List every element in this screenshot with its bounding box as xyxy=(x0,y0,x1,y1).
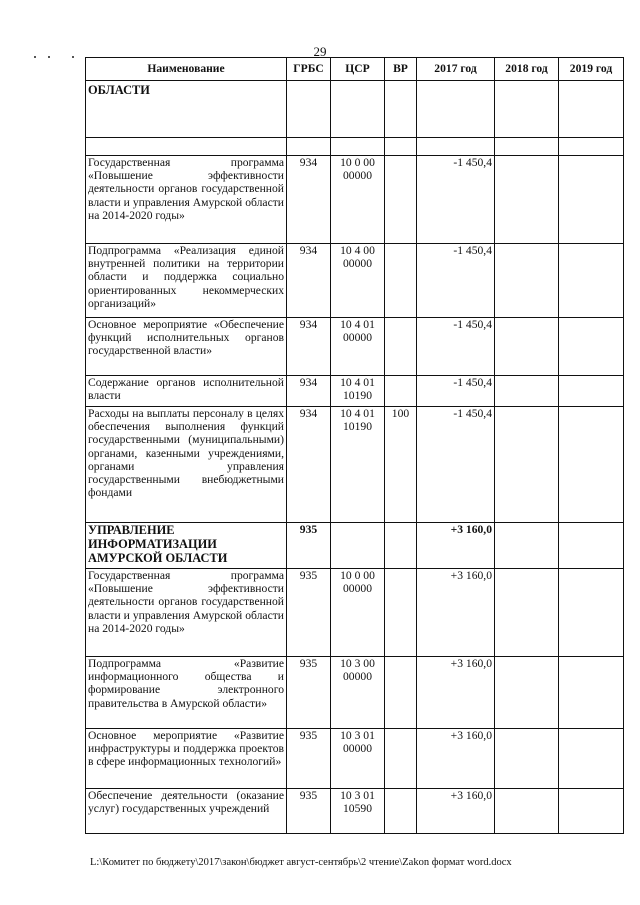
table-row xyxy=(86,318,624,376)
row-2018 xyxy=(495,156,559,244)
row-vr: 100 xyxy=(385,407,417,523)
row-name: Государственная программа «Повышение эффективности деятельности органов государственной власти и управления Амурской области на 2014-2020 годы» xyxy=(86,156,287,244)
row-2017: -1 450,4 xyxy=(417,156,495,244)
row-2018 xyxy=(495,244,559,318)
row-vr xyxy=(385,318,417,376)
row-grbs: 935 xyxy=(287,789,331,834)
table-row xyxy=(86,789,624,834)
row-grbs: 934 xyxy=(287,376,331,407)
row-vr xyxy=(385,156,417,244)
row-2018 xyxy=(495,657,559,729)
row-csr xyxy=(331,81,385,138)
row-grbs: 934 xyxy=(287,407,331,523)
row-grbs: 935 xyxy=(287,569,331,657)
table-row xyxy=(86,729,624,789)
row-csr: 10 3 01 00000 xyxy=(331,729,385,789)
row-2017: -1 450,4 xyxy=(417,318,495,376)
row-2019 xyxy=(559,523,624,569)
row-2017: -1 450,4 xyxy=(417,376,495,407)
budget-table xyxy=(85,57,624,834)
row-name: Содержание органов исполнительной власти xyxy=(86,376,287,407)
row-grbs: 934 xyxy=(287,318,331,376)
header-vr: ВР xyxy=(385,58,417,81)
row-2017: +3 160,0 xyxy=(417,657,495,729)
table-header-row xyxy=(86,58,624,81)
row-vr xyxy=(385,729,417,789)
row-name: Подпрограмма «Реализация единой внутренней политики на территории области и поддержка социально ориентированных некоммерческих организаций» xyxy=(86,244,287,318)
row-grbs: 934 xyxy=(287,244,331,318)
row-csr: 10 4 00 00000 xyxy=(331,244,385,318)
row-2018 xyxy=(495,318,559,376)
row-name: Основное мероприятие «Развитие инфраструктуры и поддержка проектов в сфере информационных технологий» xyxy=(86,729,287,789)
table-row xyxy=(86,156,624,244)
row-2019 xyxy=(559,244,624,318)
row-2017: +3 160,0 xyxy=(417,569,495,657)
table-row xyxy=(86,81,624,138)
table-row xyxy=(86,407,624,523)
row-csr: 10 4 01 10190 xyxy=(331,407,385,523)
row-2017: +3 160,0 xyxy=(417,523,495,569)
row-name: Расходы на выплаты персоналу в целях обеспечения выполнения функций государственными (муниципальными) органами, казенными учреждениями, органами управления государственными внебюджетными фондами xyxy=(86,407,287,523)
table-row xyxy=(86,657,624,729)
row-2019 xyxy=(559,81,624,138)
row-grbs: 934 xyxy=(287,156,331,244)
table-row xyxy=(86,244,624,318)
row-csr: 10 3 00 00000 xyxy=(331,657,385,729)
row-name: Подпрограмма «Развитие информационного общества и формирование электронного правительства в Амурской области» xyxy=(86,657,287,729)
row-2018 xyxy=(495,407,559,523)
row-2018 xyxy=(495,81,559,138)
row-grbs: 935 xyxy=(287,657,331,729)
row-csr: 10 4 01 10190 xyxy=(331,376,385,407)
row-vr xyxy=(385,523,417,569)
footer-file-path: L:\Комитет по бюджету\2017\закон\бюджет август-сентябрь\2 чтение\Zakon формат word.docx xyxy=(90,857,512,868)
margin-mark xyxy=(48,56,50,58)
header-2019: 2019 год xyxy=(559,58,624,81)
row-csr: 10 3 01 10590 xyxy=(331,789,385,834)
row-2017 xyxy=(417,81,495,138)
row-name: УПРАВЛЕНИЕ ИНФОРМАТИЗАЦИИ АМУРСКОЙ ОБЛАСТИ xyxy=(86,523,287,569)
row-2017: -1 450,4 xyxy=(417,244,495,318)
row-2019 xyxy=(559,789,624,834)
row-name: Обеспечение деятельности (оказание услуг) государственных учреждений xyxy=(86,789,287,834)
row-vr xyxy=(385,244,417,318)
row-name: ОБЛАСТИ xyxy=(86,81,287,138)
row-2019 xyxy=(559,729,624,789)
row-2018 xyxy=(495,569,559,657)
row-name: Государственная программа «Повышение эффективности деятельности органов государственной власти и управления Амурской области на 2014-2020 годы» xyxy=(86,569,287,657)
row-2018 xyxy=(495,729,559,789)
row-grbs xyxy=(287,81,331,138)
header-grbs: ГРБС xyxy=(287,58,331,81)
margin-mark xyxy=(34,56,36,58)
table-row-spacer xyxy=(86,138,624,156)
row-grbs: 935 xyxy=(287,729,331,789)
row-2019 xyxy=(559,657,624,729)
row-vr xyxy=(385,657,417,729)
page-number: 29 xyxy=(313,44,327,59)
row-2017: +3 160,0 xyxy=(417,729,495,789)
row-2017: +3 160,0 xyxy=(417,789,495,834)
row-vr xyxy=(385,376,417,407)
row-2019 xyxy=(559,156,624,244)
row-2018 xyxy=(495,789,559,834)
header-2017: 2017 год xyxy=(417,58,495,81)
row-2019 xyxy=(559,318,624,376)
margin-mark xyxy=(72,56,74,58)
row-csr: 10 0 00 00000 xyxy=(331,569,385,657)
header-name: Наименование xyxy=(86,58,287,81)
row-2019 xyxy=(559,376,624,407)
row-2018 xyxy=(495,523,559,569)
row-vr xyxy=(385,789,417,834)
row-csr: 10 0 00 00000 xyxy=(331,156,385,244)
table-row xyxy=(86,376,624,407)
row-2019 xyxy=(559,407,624,523)
table-row xyxy=(86,523,624,569)
row-name: Основное мероприятие «Обеспечение функций исполнительных органов государственной власти» xyxy=(86,318,287,376)
header-csr: ЦСР xyxy=(331,58,385,81)
row-csr: 10 4 01 00000 xyxy=(331,318,385,376)
row-2017: -1 450,4 xyxy=(417,407,495,523)
header-2018: 2018 год xyxy=(495,58,559,81)
row-2018 xyxy=(495,376,559,407)
row-vr xyxy=(385,81,417,138)
row-csr xyxy=(331,523,385,569)
row-vr xyxy=(385,569,417,657)
table-row xyxy=(86,569,624,657)
row-2019 xyxy=(559,569,624,657)
row-grbs: 935 xyxy=(287,523,331,569)
